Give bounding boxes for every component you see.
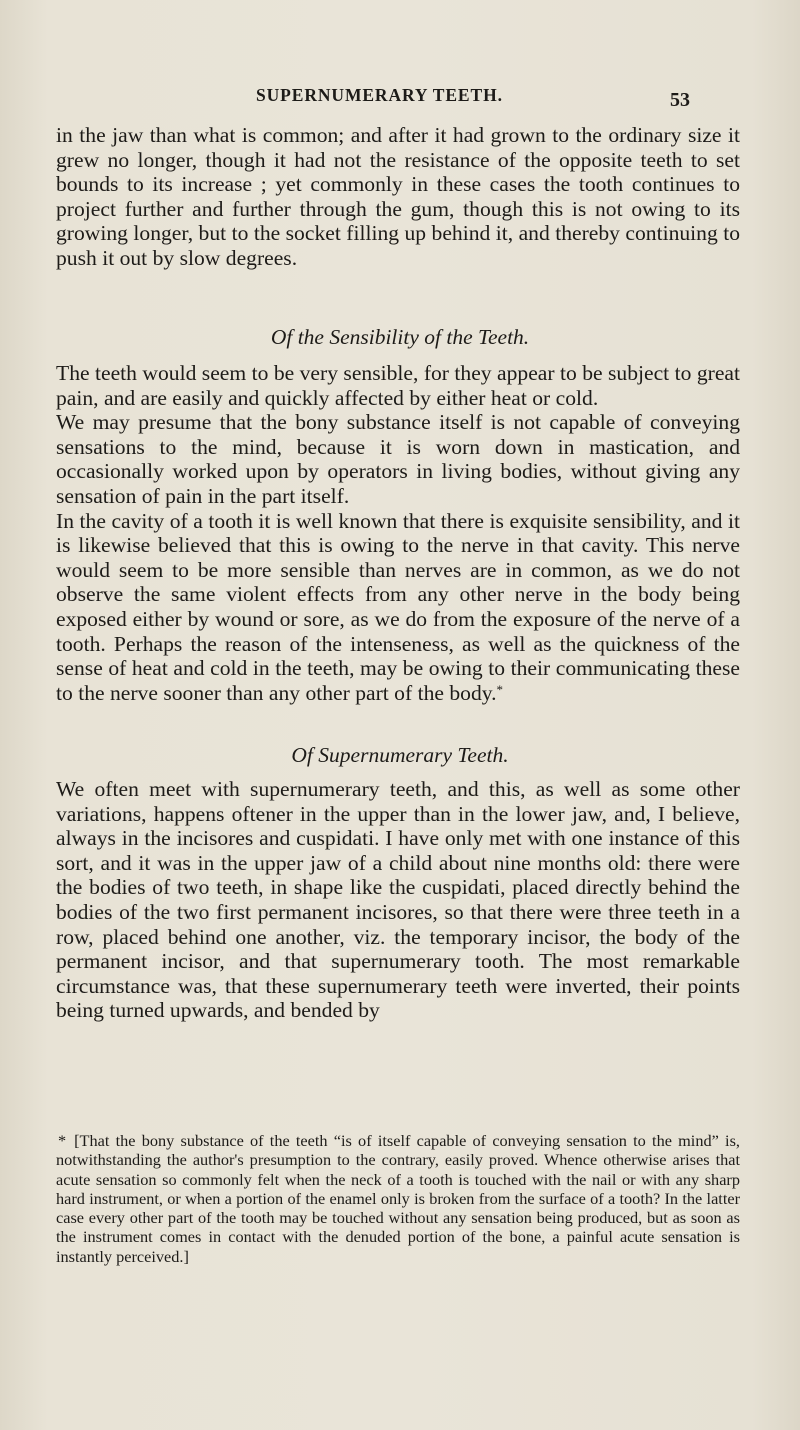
page-number: 53	[670, 89, 690, 111]
section-heading-supernumerary: Of Supernumerary Teeth.	[291, 743, 509, 767]
section-heading-sensibility: Of the Sensibility of the Teeth.	[270, 325, 530, 349]
supernumerary-section	[56, 777, 740, 1023]
continuation-paragraph	[56, 123, 740, 271]
footnote	[56, 1131, 740, 1266]
paragraph-text: The teeth would seem to be very sensible, for they appear to be subject to great pain, and are easily and quickly affected by either heat or cold.	[56, 361, 740, 410]
running-head	[0, 85, 800, 115]
paragraph-text	[56, 509, 740, 706]
footnote-paragraph	[56, 1131, 740, 1266]
paragraph-text-span: In the cavity of a tooth it is well known that there is exquisite sensibility, and it is likewise believed that this is owing to the nerve in that cavity. This nerve would seem to be more sensible than nerves are in common, as we do not observe the same violent effects from any other nerve in the body being exposed either by wound or sore, as we do from the exposure of the nerve of a tooth. Perhaps the reason of the intenseness, as well as the quickness of the sense of heat and cold in the teeth, may be owing to their communicating these to the nerve sooner than any other part of the body.	[56, 508, 740, 705]
footnote-marker: *	[58, 1131, 67, 1150]
paragraph-text: We may presume that the bony substance itself is not capable of conveying sensations to the mind, because it is worn down in mastication, and occasionally worked upon by operators in living bodies, without giving any sensation of pain in the part itself.	[56, 410, 740, 508]
paragraph-text: We often meet with supernumerary teeth, and this, as well as some other variations, happens oftener in the upper than in the lower jaw, and, I believe, always in the incisores and cuspidati. I have only met with one instance of this sort, and it was in the upper jaw of a child about nine months old: there were the bodies of two teeth, in shape like the cuspidati, placed directly behind the bodies of the two first permanent incisores, so that there were three teeth in a row, placed behind one another, viz. the temporary incisor, the body of the permanent incisor, and that supernumerary tooth. The most remarkable circumstance was, that these supernumerary teeth were inverted, their points being turned upwards, and bended by	[56, 777, 740, 1023]
running-title: SUPERNUMERARY TEETH.	[256, 85, 503, 105]
paragraph-text: in the jaw than what is common; and after it had grown to the ordinary size it grew no longer, though it had not the resistance of the opposite teeth to set bounds to its increase ; yet commonly in these cases the tooth continues to project further and further through the gum, though this is not owing to its growing longer, but to the socket filling up behind it, and thereby continuing to push it out by slow degrees.	[56, 123, 740, 270]
footnote-text: [That the bony substance of the teeth “is of itself capable of conveying sensation to the mind” is, notwithstanding the author's presumption to the contrary, easily proved. Whence otherwise arises that acute sensation so commonly felt when the neck of a tooth is touched with the nail or with any sharp hard instrument, or when a portion of the enamel only is broken from the surface of a tooth? In the latter case every other part of the tooth may be touched without any sensation being produced, but as soon as the instrument comes in contact with the denuded portion of the bone, a painful acute sensation is instantly perceived.]	[56, 1131, 740, 1266]
footnote-reference: *	[496, 681, 504, 697]
sensibility-section	[56, 361, 740, 705]
